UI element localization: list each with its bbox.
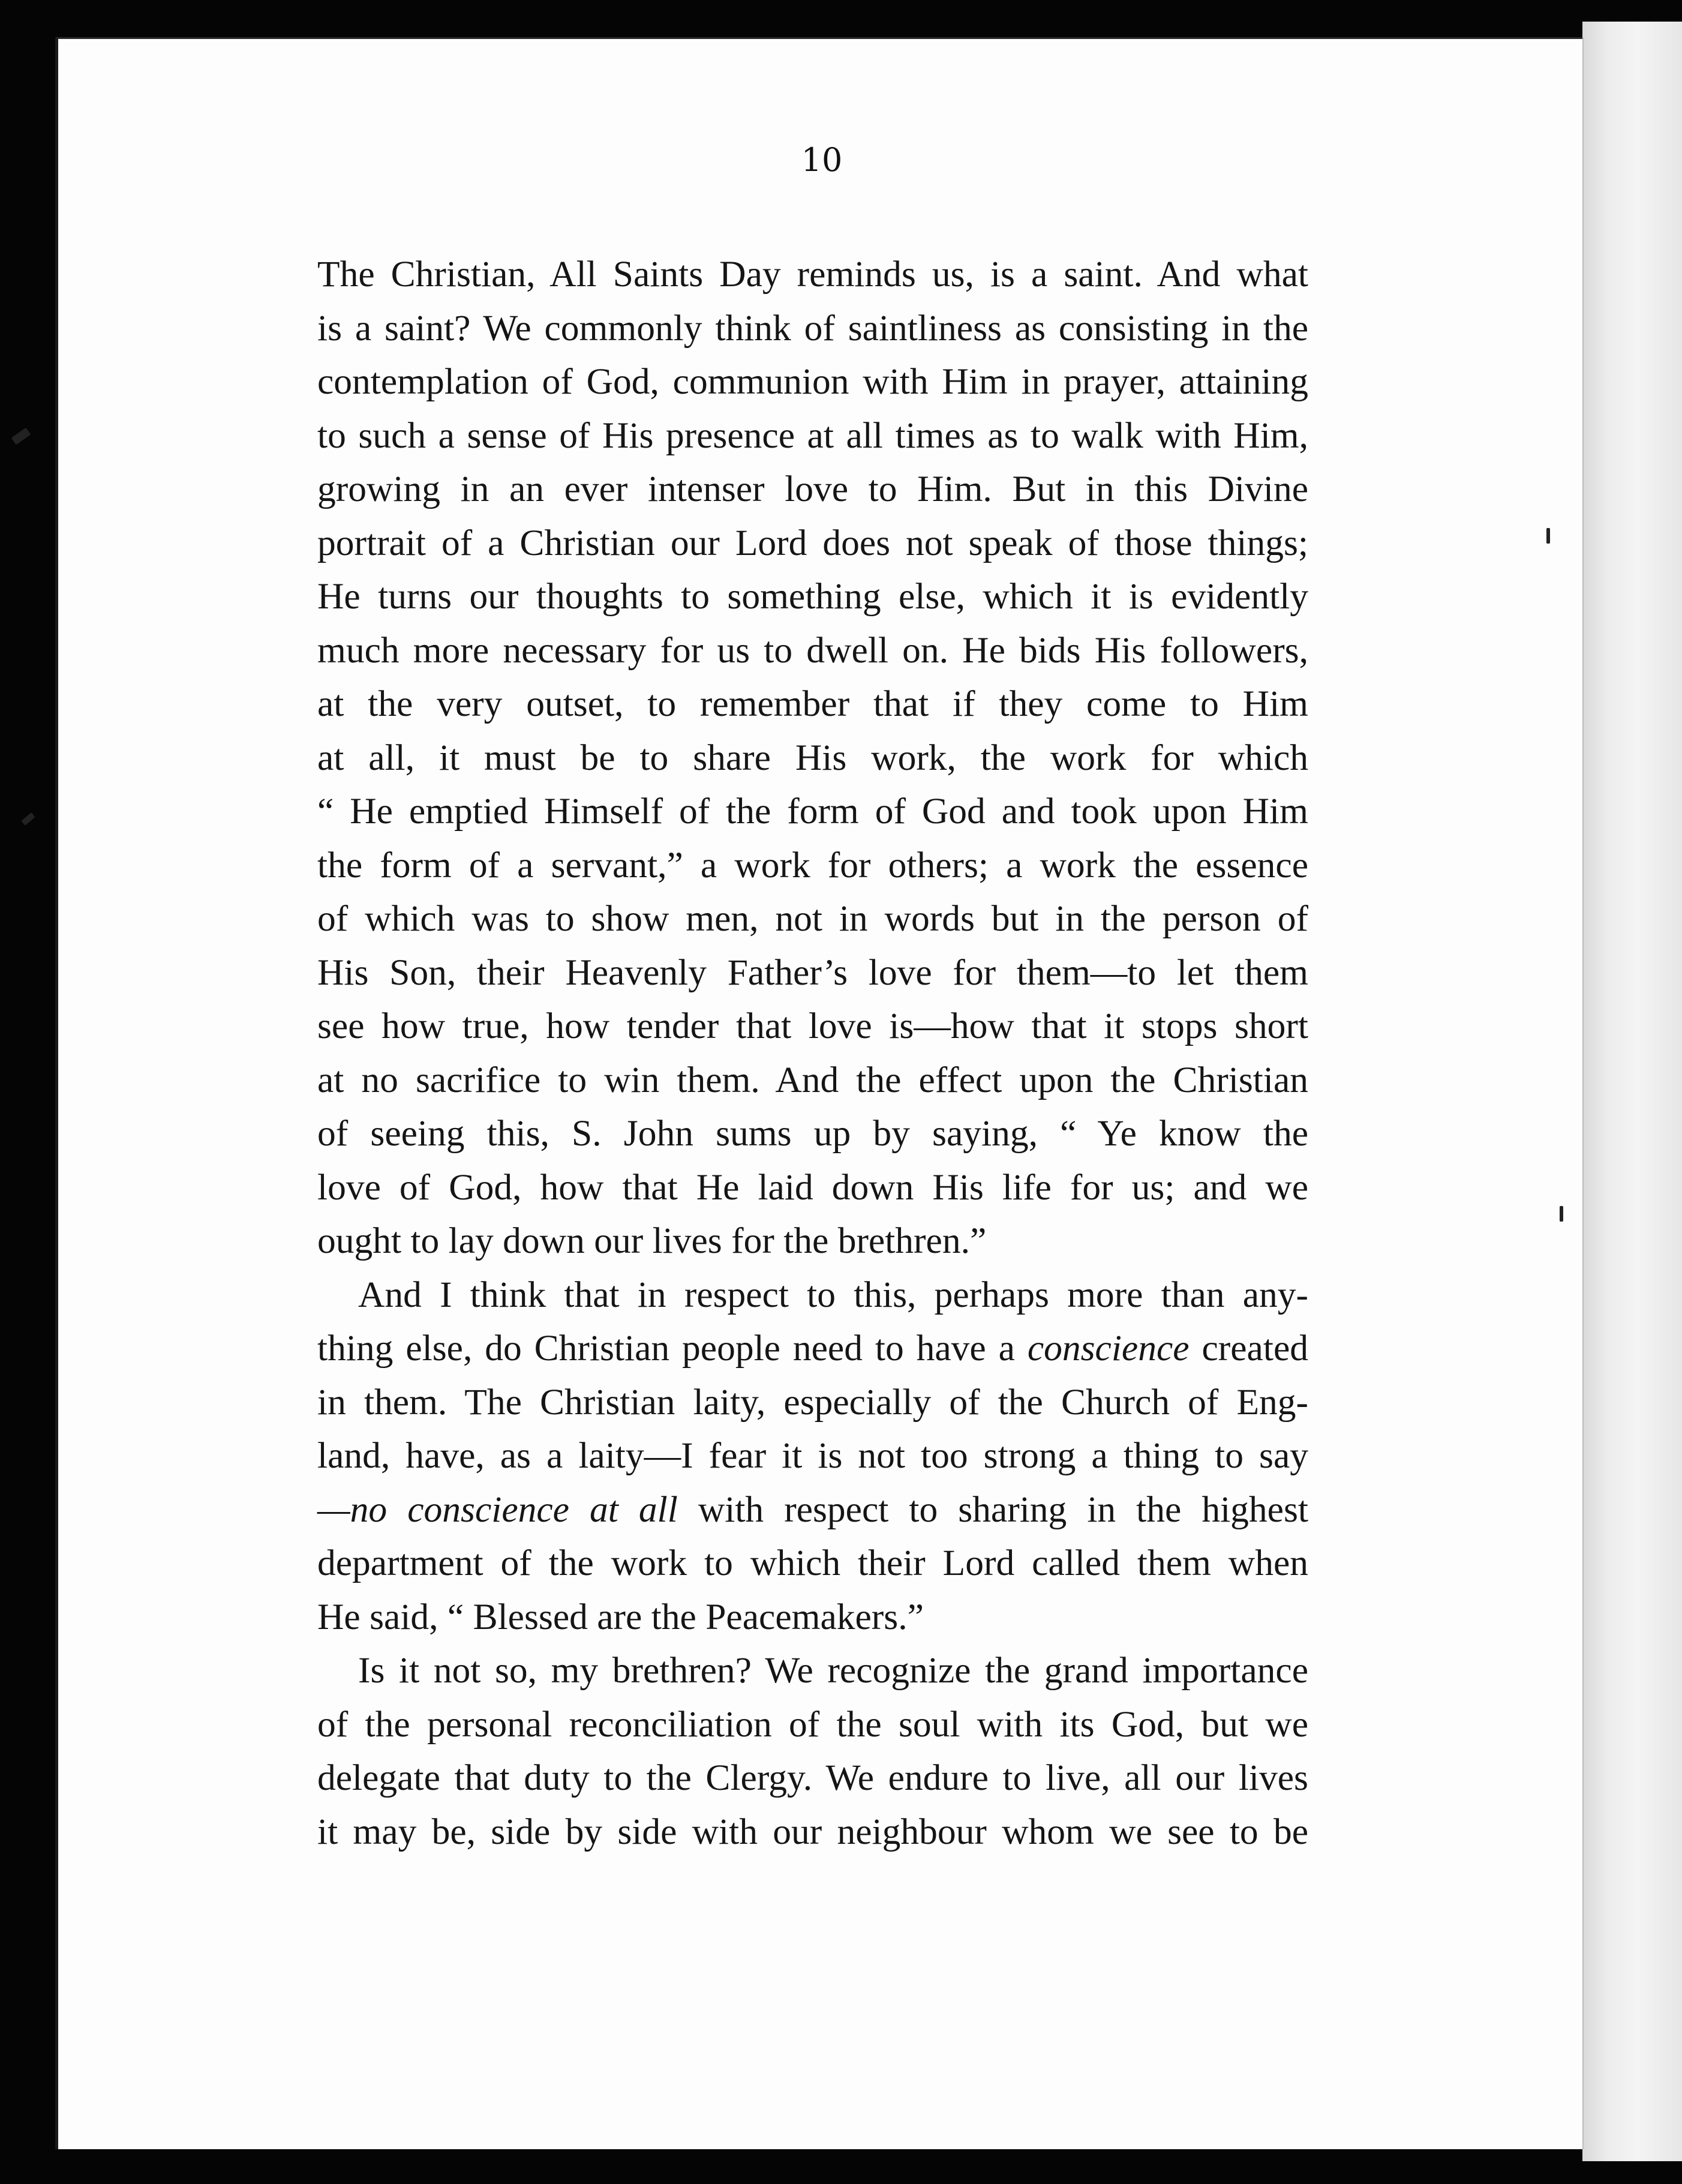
text-line: of the personal reconciliation of the soul with its God, but we [317,1703,1308,1745]
text-line: growing in an ever intenser love to Him. But in this Divine [317,469,1308,509]
scan-speck [1560,1206,1563,1222]
text-line [317,1322,1308,1376]
scan-speck [11,428,31,445]
text-line: at all, it must be to share His work, the work for which [317,737,1308,778]
text-line: the form of a servant,” a work for others; a work the essence [317,844,1308,886]
text-line: it may be, side by side with our neighbour whom we see to be [317,1811,1308,1852]
text-line: love of God, how that He laid down His life for us; and we [317,1166,1308,1208]
page-number: 10 [801,141,843,179]
text-line: His Son, their Heavenly Father’s love for them—to let them [317,952,1308,993]
scan-speck [1546,528,1550,544]
text-line: land, have, as a laity—I fear it is not too strong a thing to say [317,1435,1308,1476]
text-segment: thing else, do Christian people need to have a [317,1328,1015,1369]
text-line: He turns our thoughts to something else, which it is evidently [317,576,1308,617]
paragraph-2 [317,1268,1308,1645]
text-line: portrait of a Christian our Lord does not speak of those things; [317,522,1308,563]
paragraph-1 [317,248,1308,1268]
text-line: delegate that duty to the Clergy. We endure to live, all our lives [317,1757,1308,1798]
text-line: contemplation of God, communion with Him in prayer, attaining [317,361,1308,402]
text-line: of seeing this, S. John sums up by saying, “ Ye know the [317,1113,1308,1154]
italic-text: —no conscience at all [317,1489,678,1530]
text-line: in them. The Christian laity, especially of the Church of Eng- [317,1381,1308,1423]
scan-speck [21,812,35,826]
text-line: of which was to show men, not in words but in the person of [317,898,1308,939]
text-line: is a saint? We commonly think of saintliness as consisting in the [317,307,1308,349]
text-line: ought to lay down our lives for the brethren.” [317,1220,987,1261]
text-segment: created [1202,1328,1308,1369]
text-line: see how true, how tender that love is—how that it stops short [317,1006,1308,1046]
text-line: He said, “ Blessed are the Peacemakers.” [317,1596,924,1637]
book-page [55,37,1582,2149]
text-line: And I think that in respect to this, perhaps more than any- [358,1274,1308,1315]
body-text [317,248,1308,1859]
text-segment: with respect to sharing in the highest [698,1489,1308,1530]
text-line: “ He emptied Himself of the form of God and took upon Him [317,791,1308,832]
text-line: to such a sense of His presence at all times as to walk with Him, [317,415,1308,456]
text-line: department of the work to which their Lord called them when [317,1543,1308,1583]
text-line: at the very outset, to remember that if they come to Him [317,683,1308,724]
italic-text: conscience [1027,1328,1190,1369]
adjacent-page-edge [1582,22,1682,2161]
text-line: Is it not so, my brethren? We recognize the grand importance [358,1650,1308,1691]
text-line: The Christian, All Saints Day reminds us, is a saint. And what [317,254,1308,295]
paragraph-3 [317,1644,1308,1859]
text-line [317,1483,1308,1537]
text-line: at no sacrifice to win them. And the effect upon the Christian [317,1059,1308,1100]
text-line: much more necessary for us to dwell on. He bids His followers, [317,629,1308,671]
